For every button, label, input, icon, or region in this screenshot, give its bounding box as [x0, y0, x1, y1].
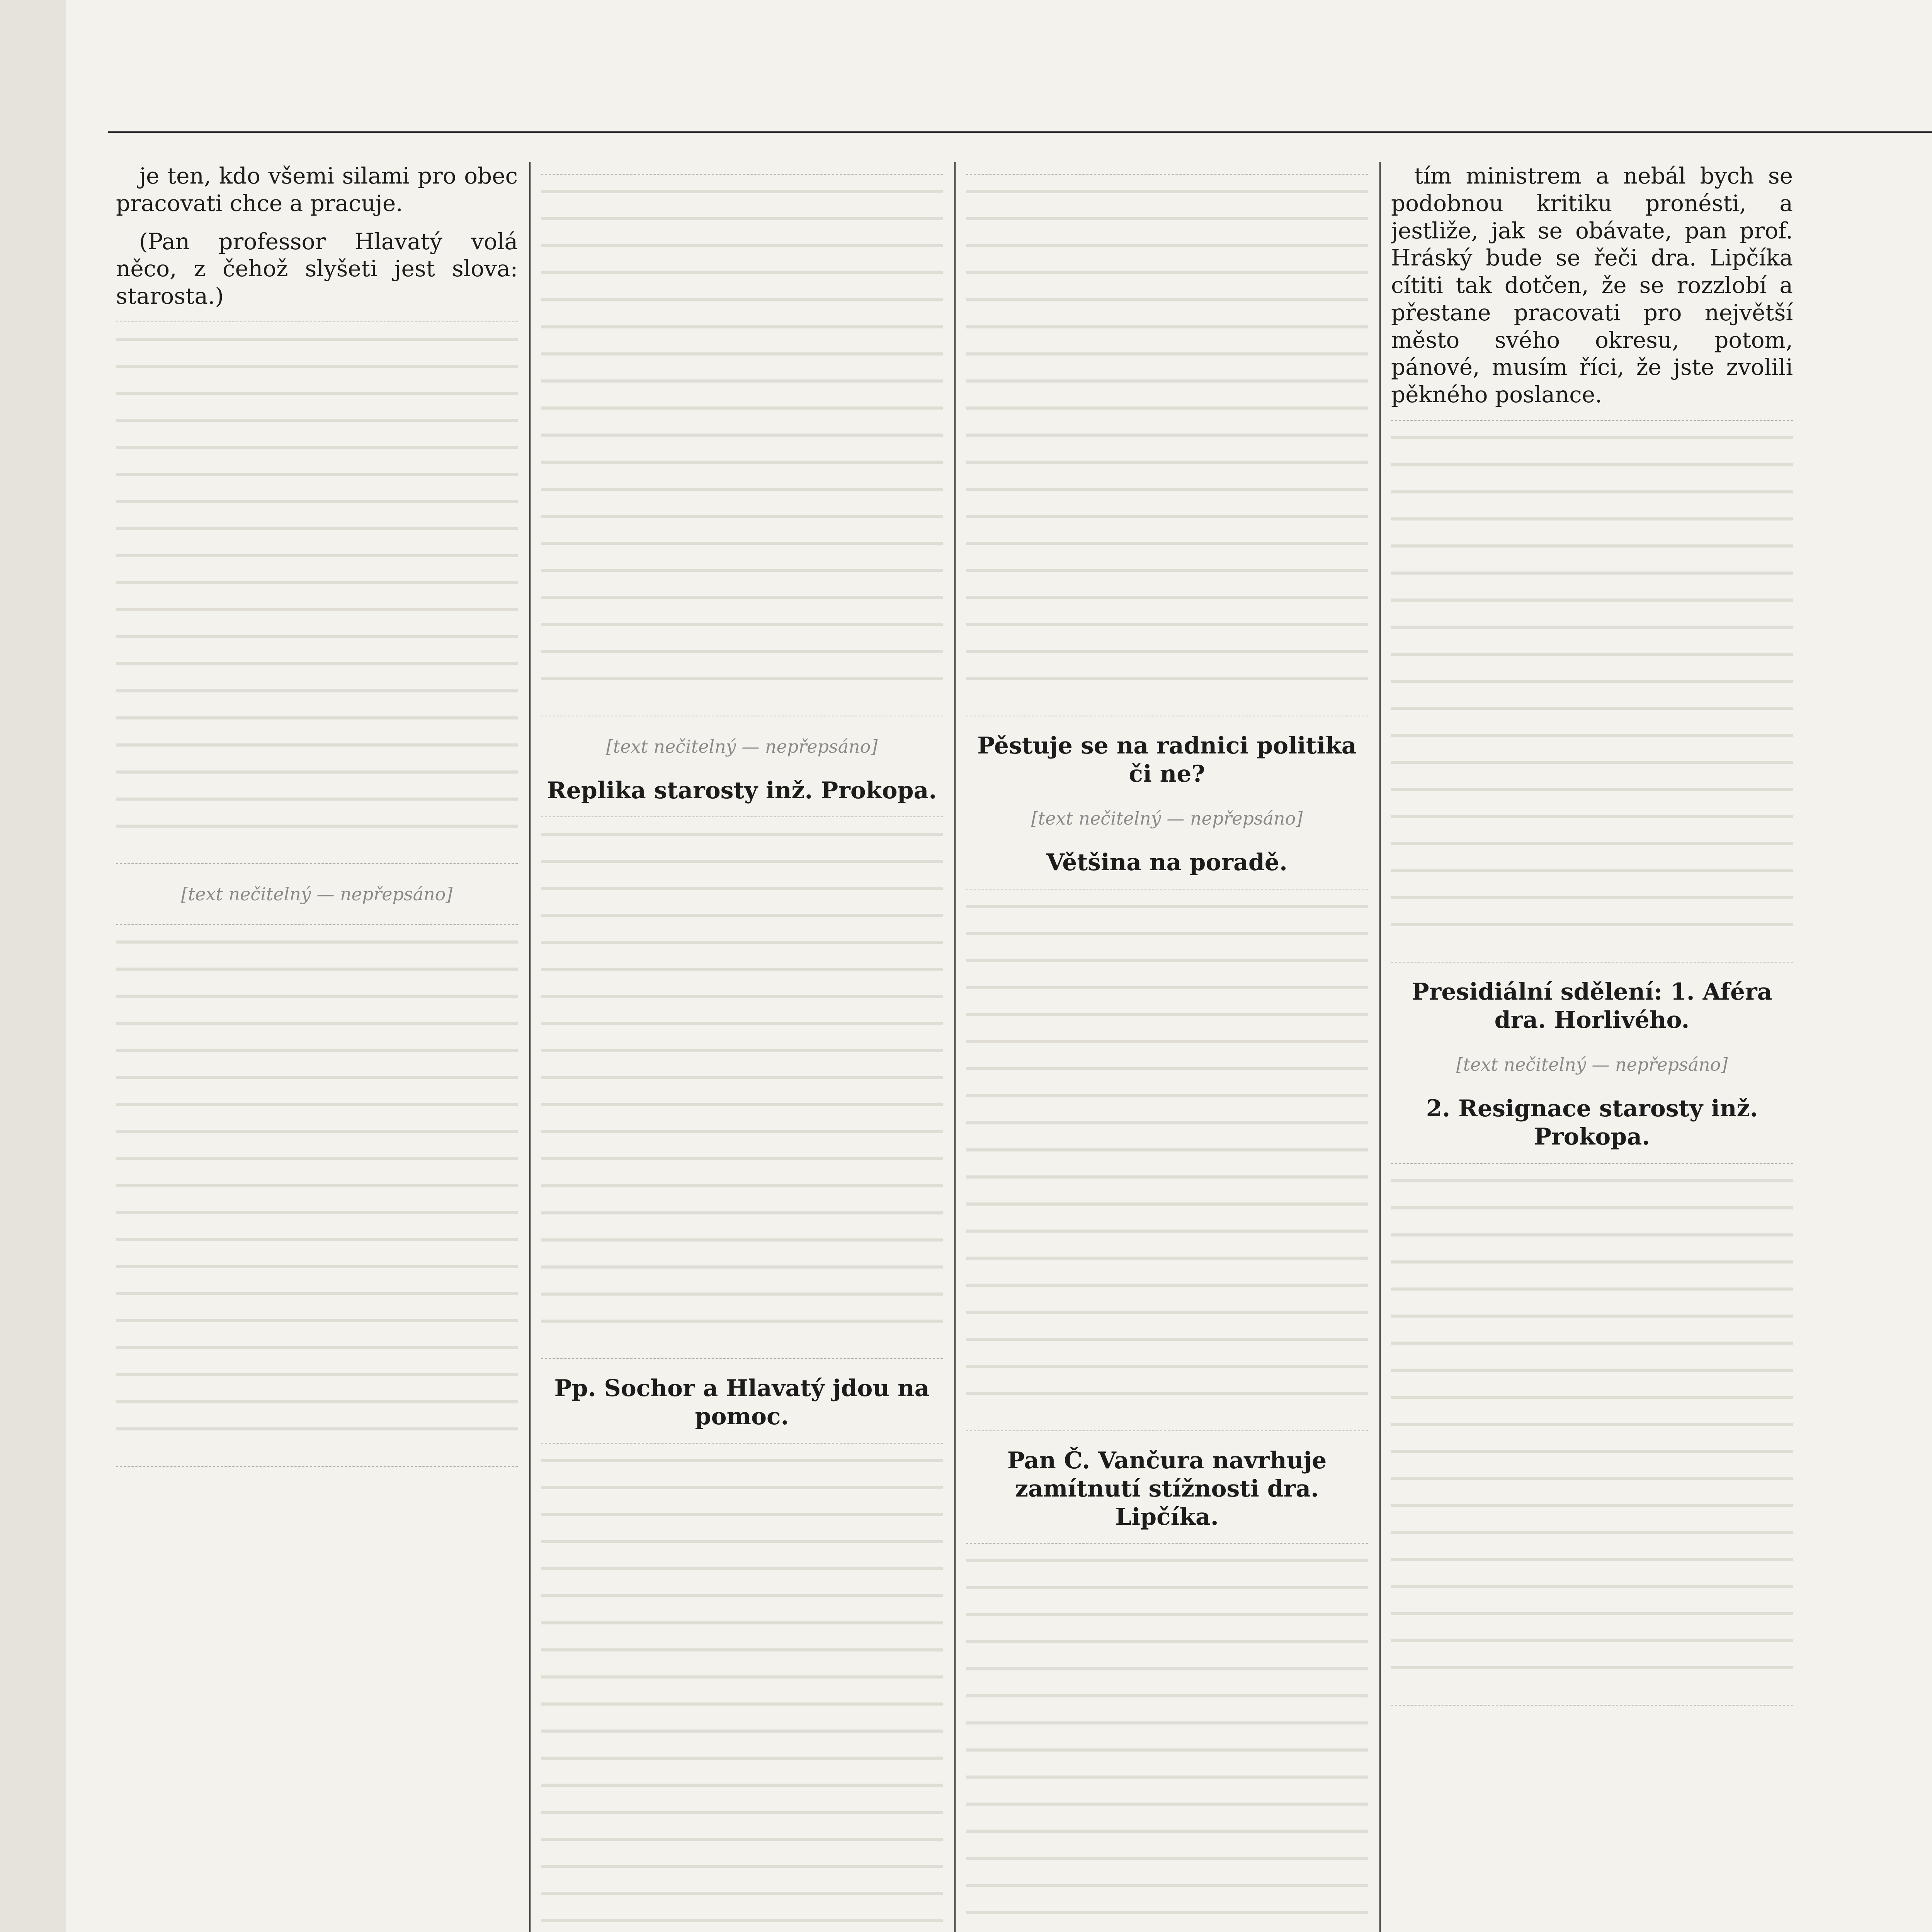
- column-2-unread-text-2: [541, 816, 943, 1359]
- column-4-unread-text-2: [1391, 1163, 1793, 1706]
- column-4-placeholder: [text nečitelný — nepřepsáno]: [1456, 1054, 1728, 1075]
- column-1-unread-text: [116, 321, 518, 864]
- column-3-unread-text-2: [966, 889, 1368, 1431]
- heading-sochor-hlavaty: Pp. Sochor a Hlavatý jdou na pomoc.: [554, 1375, 930, 1430]
- column-4: [1391, 162, 1793, 1932]
- column-2-unread-text: [541, 174, 943, 716]
- heading-vancura: Pan Č. Vančura navrhuje zamítnutí stížnosti dra. Lipčíka.: [1007, 1447, 1327, 1531]
- top-rule: [108, 131, 1932, 133]
- heading-replika: Replika starosty inž. Prokopa.: [547, 777, 937, 804]
- heading-resignace: 2. Resignace starosty inž. Prokopa.: [1426, 1095, 1758, 1151]
- heading-pestuje: Pěstuje se na radnici politika či ne?: [977, 732, 1357, 788]
- column-2: [541, 162, 943, 1932]
- column-1-opening: je ten, kdo všemi silami pro obec pracovati chce a pracuje.: [116, 163, 518, 216]
- column-3-unread-text: [966, 174, 1368, 716]
- column-separator: [1379, 162, 1381, 1932]
- column-4-opening: tím ministrem a nebál bych se podobnou kritiku pronésti, a jestliže, jak se obávate, pan prof. Hráský bude se řeči dra. Lipčíka cítiti tak dotčen, že se rozzlobí a přestane pracovati pro největší město svého okresu, potom, pánové, musím říci, že jste zvolili pěkného poslance.: [1391, 163, 1793, 408]
- column-1-unread-text-2: [116, 924, 518, 1467]
- heading-presidialni: Presidiální sdělení: 1. Aféra dra. Horlivého.: [1412, 978, 1772, 1034]
- column-2-unread-text-3: [541, 1443, 943, 1932]
- column-3: [966, 162, 1368, 1932]
- column-separator: [529, 162, 531, 1932]
- column-1-interjection: (Pan professor Hlavatý volá něco, z čehož slyšeti jest slova: starosta.): [116, 228, 518, 309]
- column-3-unread-text-3: [966, 1543, 1368, 1932]
- column-1: [116, 162, 518, 1932]
- adjacent-page-edge: [0, 0, 66, 1932]
- column-2-placeholder: [text nečitelný — nepřepsáno]: [606, 736, 878, 757]
- column-4-unread-text: [1391, 420, 1793, 963]
- column-separator: [954, 162, 956, 1932]
- heading-vetsina: Většina na poradě.: [1046, 849, 1287, 876]
- column-3-placeholder: [text nečitelný — nepřepsáno]: [1031, 808, 1303, 829]
- column-1-placeholder: [text nečitelný — nepřepsáno]: [181, 883, 453, 905]
